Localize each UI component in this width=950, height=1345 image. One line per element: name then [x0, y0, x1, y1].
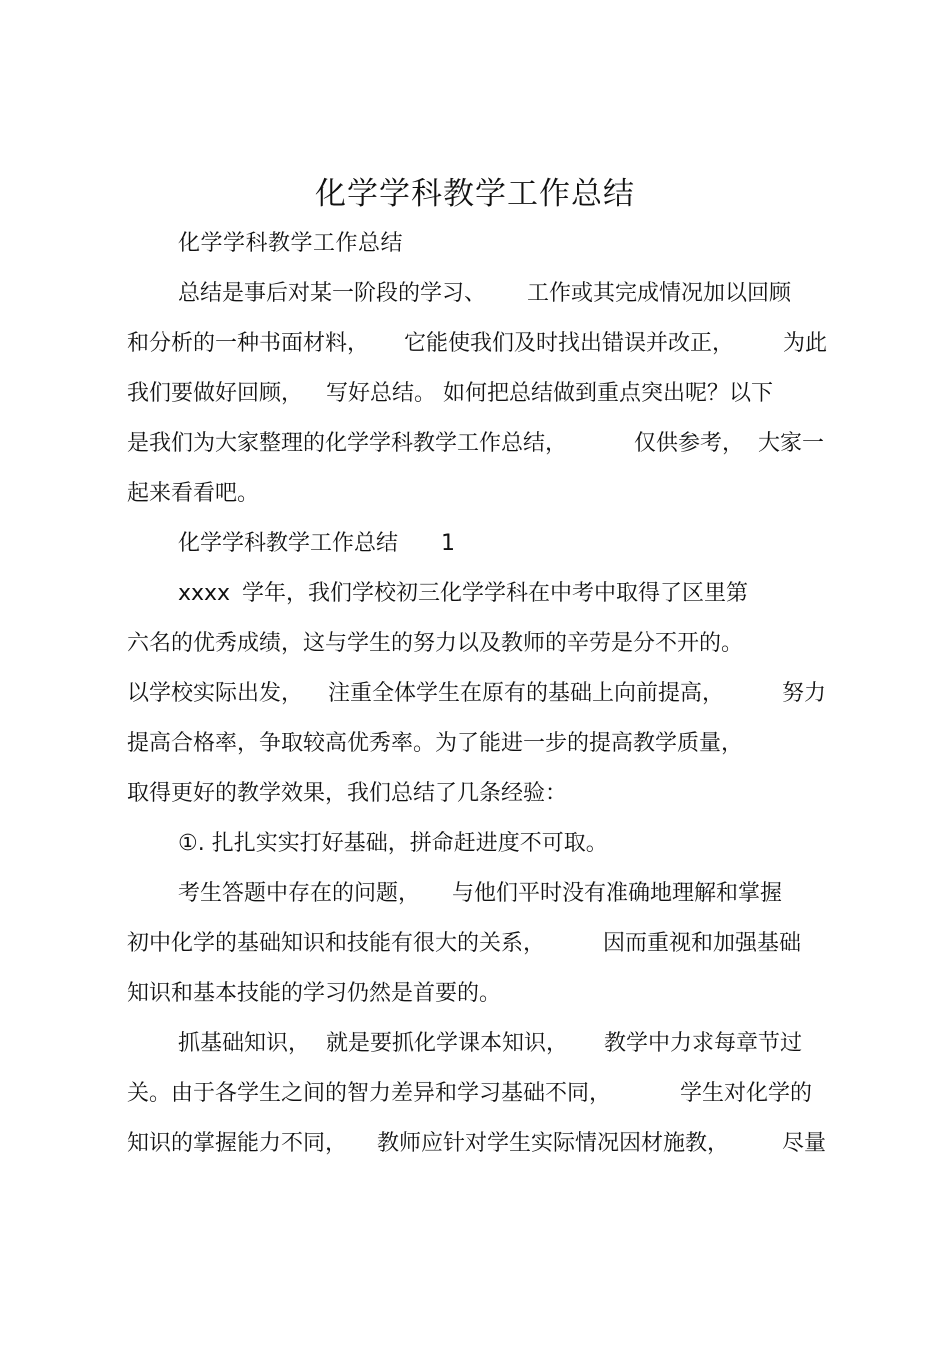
p2-line-2a: 初中化学的基础知识和技能有很大的关系，	[127, 931, 546, 956]
document-title: 化学学科教学工作总结	[315, 176, 635, 212]
intro-line-1b: 工作或其完成情况加以回顾	[527, 281, 792, 306]
section-heading: 化学学科教学工作总结	[178, 531, 399, 556]
p1-line-1a: xxxx	[178, 581, 231, 606]
p1-line-3b: 注重全体学生在原有的基础上向前提高，	[328, 681, 725, 706]
intro-line-5: 起来看看吧。	[127, 481, 260, 506]
intro-line-4b: 仅供参考，	[634, 431, 745, 456]
p1-line-1b: 学年，我们学校初三化学学科在中考中取得了区里第	[242, 581, 749, 606]
intro-line-3a: 我们要做好回顾，	[127, 381, 304, 406]
intro-line-1a: 总结是事后对某一阶段的学习、	[178, 281, 487, 306]
intro-line-3b: 写好总结。 如何把总结做到重点突出呢？以下	[326, 381, 773, 406]
p3-line-1a: 抓基础知识，	[178, 1031, 311, 1056]
intro-line-2b: 它能使我们及时找出错误并改正，	[404, 331, 735, 356]
p3-line-1c: 教学中力求每章节过	[604, 1031, 803, 1056]
p1-line-2: 六名的优秀成绩，这与学生的努力以及教师的辛劳是分不开的。	[127, 631, 744, 656]
p3-line-2b: 学生对化学的	[680, 1081, 813, 1106]
numbered-item-1: ①. 扎扎实实打好基础，拼命赶进度不可取。	[178, 831, 608, 856]
p3-line-3a: 知识的掌握能力不同，	[127, 1131, 348, 1156]
section-heading-number: 1	[441, 531, 455, 556]
p3-line-3b: 教师应针对学生实际情况因材施教，	[377, 1131, 730, 1156]
p2-line-2b: 因而重视和加强基础	[603, 931, 802, 956]
p1-line-5: 取得更好的教学效果，我们总结了几条经验：	[127, 781, 568, 806]
intro-line-4a: 是我们为大家整理的化学学科教学工作总结，	[127, 431, 568, 456]
p3-line-2a: 关。由于各学生之间的智力差异和学习基础不同，	[127, 1081, 612, 1106]
p2-line-1a: 考生答题中存在的问题，	[178, 881, 421, 906]
intro-line-2c: 为此	[783, 331, 828, 356]
p1-line-4: 提高合格率，争取较高优秀率。为了能进一步的提高教学质量，	[127, 731, 744, 756]
intro-line-2a: 和分析的一种书面材料，	[127, 331, 370, 356]
p1-line-3a: 以学校实际出发，	[127, 681, 304, 706]
p2-line-1b: 与他们平时没有准确地理解和掌握	[452, 881, 783, 906]
intro-line-4c: 大家一	[758, 431, 825, 456]
p2-line-3: 知识和基本技能的学习仍然是首要的。	[127, 981, 502, 1006]
subtitle: 化学学科教学工作总结	[178, 231, 404, 256]
p1-line-3c: 努力	[782, 681, 827, 706]
p3-line-1b: 就是要抓化学课本知识，	[326, 1031, 569, 1056]
p3-line-3c: 尽量	[782, 1131, 827, 1156]
